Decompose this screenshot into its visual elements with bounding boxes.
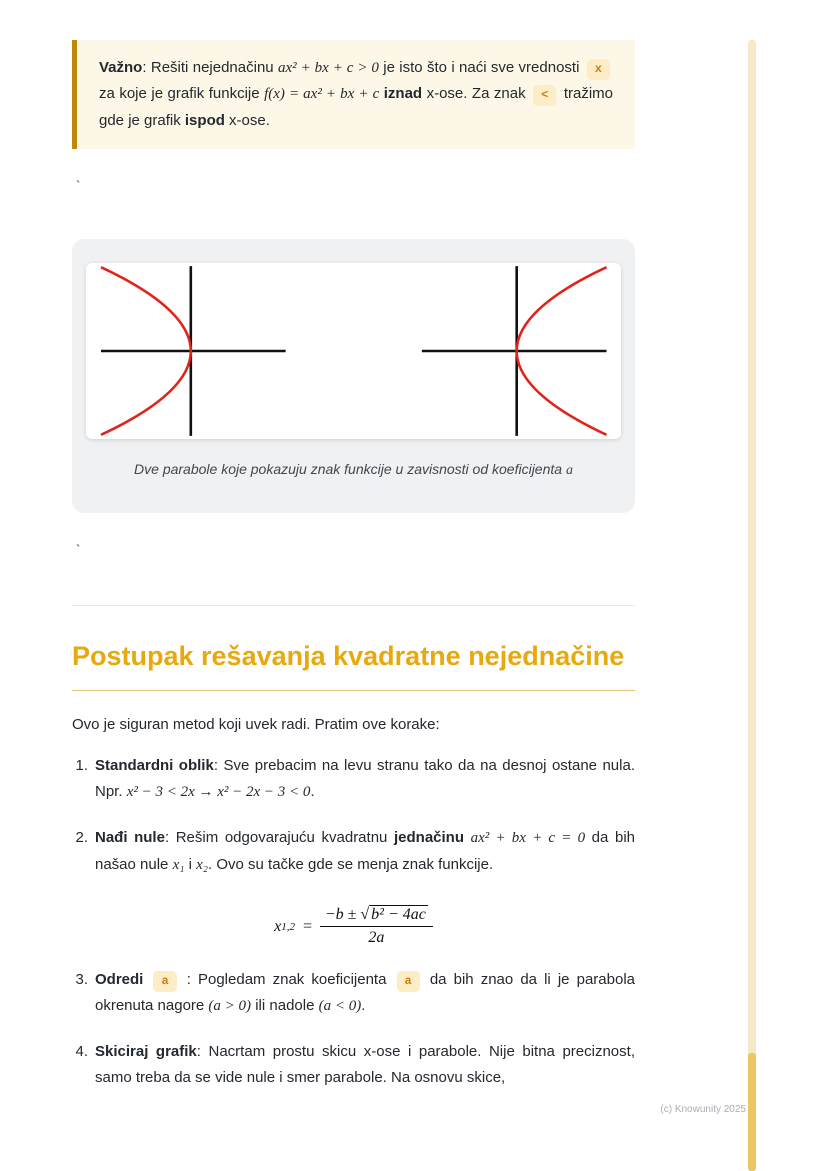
text-segment: ili nadole — [251, 996, 319, 1014]
formula-subscript: 1,2 — [281, 920, 295, 933]
math-expression: x₂ — [196, 856, 208, 873]
caption-variable: a — [565, 462, 573, 478]
caption-text: Dve parabole koje pokazuju znak funkcije u zavisnosti od koeficijenta — [134, 460, 566, 477]
callout-label: Važno — [99, 59, 143, 76]
math-expression: x² − 3 < 2x → x² − 2x − 3 < 0 — [126, 783, 311, 800]
text-segment: : Pogledam znak koeficijenta — [179, 971, 394, 989]
parabola-plots — [86, 263, 621, 439]
text-segment: : Rešiti nejednačinu — [142, 59, 278, 76]
bold-text: Odredi — [95, 971, 144, 989]
text-segment: da bih znao da li je parabola okrenuta nagore — [95, 971, 635, 1014]
document-content — [72, 40, 635, 1090]
list-item — [72, 753, 635, 805]
inline-code-badge: < — [533, 85, 556, 106]
callout-paragraph — [99, 55, 613, 134]
equals-sign: = — [302, 917, 313, 935]
text-segment: je isto što i naći sve vrednosti — [378, 59, 584, 76]
bold-text: jednačinu — [393, 829, 464, 847]
quadratic-formula — [72, 906, 635, 947]
math-expression: (a > 0) — [208, 997, 252, 1014]
text-segment: tražimo gde je grafik — [99, 85, 614, 129]
radicand: b² − 4ac — [371, 906, 426, 924]
scrollbar-thumb[interactable] — [748, 1053, 756, 1171]
text-segment — [464, 829, 471, 846]
text-segment: : Nacrtam prostu skicu x-ose i parabole. Nije bitna preciznost, samo treba da se vide nule i smer parabole. Na osnovu skice, — [95, 1043, 635, 1086]
text-segment: . — [310, 782, 315, 800]
section-title: Postupak rešavanja kvadratne nejednačine — [72, 638, 635, 691]
bold-text: iznad — [383, 85, 423, 103]
text-segment: : Sve prebacim na levu stranu tako da na desnoj ostane nula. Npr. — [95, 757, 635, 800]
text-segment: i — [184, 855, 197, 873]
text-segment: da bih našao nule — [95, 829, 635, 873]
parabola-right-plot — [354, 263, 622, 439]
list-number: 2. — [75, 829, 88, 847]
text-segment: x-ose. — [224, 111, 270, 129]
intro-paragraph: Ovo je siguran metod koji uvek radi. Pratim ove korake: — [72, 716, 440, 734]
inline-code-badge: a — [153, 971, 176, 992]
math-expression: x₁ — [172, 856, 185, 873]
text-segment: . Ovo su tačke gde se menja znak funkcije. — [208, 855, 494, 873]
parabola-left-plot — [86, 263, 354, 439]
list-item — [72, 825, 635, 878]
copyright-watermark: (c) Knowunity 2025 — [660, 1104, 746, 1115]
list-number: 4. — [75, 1043, 88, 1061]
math-expression: −b ± — [324, 906, 361, 924]
text-segment: : Rešim odgovarajuću kvadratnu — [164, 829, 394, 847]
stray-backtick: ` — [76, 541, 81, 557]
list-text — [95, 825, 635, 878]
numbered-list — [72, 753, 635, 1090]
list-text — [95, 967, 635, 1019]
stray-backtick: ` — [76, 177, 81, 193]
formula-lhs: x — [274, 917, 282, 935]
list-number: 1. — [75, 757, 88, 775]
bold-text: Nađi nule — [95, 829, 165, 847]
sqrt-sign: √ — [360, 906, 370, 924]
inline-code-badge: a — [397, 971, 420, 992]
bold-text: Standardni oblik — [95, 757, 214, 775]
important-callout — [72, 40, 635, 149]
math-expression: (a < 0) — [318, 997, 362, 1014]
list-text — [95, 1039, 635, 1090]
math-expression: f(x) = ax² + bx + c — [264, 86, 380, 103]
list-item — [72, 967, 635, 1019]
math-expression: ax² + bx + c > 0 — [277, 60, 379, 76]
list-text — [95, 753, 635, 805]
scrollbar-track[interactable] — [748, 40, 756, 1171]
list-item — [72, 1039, 635, 1090]
section-divider — [72, 605, 635, 606]
math-expression: ax² + bx + c = 0 — [470, 830, 586, 847]
fraction — [320, 906, 433, 947]
inline-code-badge: x — [587, 59, 610, 80]
text-segment: za koje je grafik funkcije — [99, 85, 265, 103]
bold-text: ispod — [184, 111, 225, 129]
fraction-denominator: 2a — [368, 929, 385, 947]
fraction-numerator — [320, 906, 433, 927]
figure-card — [72, 239, 635, 513]
text-segment: x-ose. Za znak — [422, 85, 531, 103]
list-number: 3. — [75, 971, 88, 989]
text-segment: . — [361, 996, 366, 1014]
bold-text: Skiciraj grafik — [95, 1043, 197, 1061]
figure-caption — [86, 461, 621, 479]
